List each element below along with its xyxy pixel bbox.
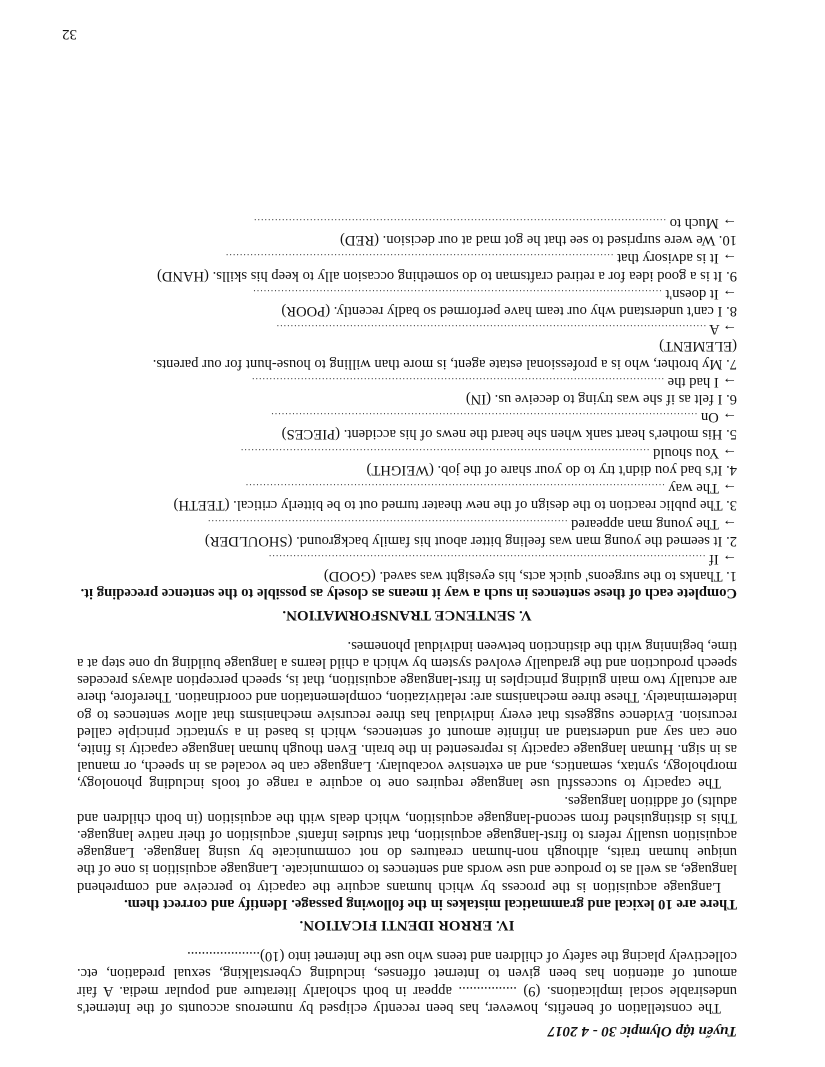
answer-line bbox=[77, 549, 737, 567]
answer-start: → It is advisory that bbox=[617, 250, 737, 267]
answer-line bbox=[77, 284, 737, 302]
answer-blank: ..................................................................................................................... bbox=[239, 445, 650, 457]
answer-blank: ...................................................................................................................... bbox=[251, 374, 665, 386]
answer-line bbox=[77, 478, 737, 496]
passage-paragraph-1: Language acquisition is the process by which humans acquire the capacity to perceive and comprehend language, as well as to produce and use words and sentences to communicate. Language acquisition is one of the unique human traits, although non-human creatures do not communicate by using language. Language acquisition usually refers to first-language acquisition, that studies infants' acquisition of their native language. This is distinguished from second-language acquisition, which deals with the acquisition (in both children and adults) of addition languages. bbox=[77, 792, 737, 895]
answer-line bbox=[77, 213, 737, 231]
answer-start: → If bbox=[709, 550, 737, 567]
intro-paragraph: The constellation of benefits, however, has been recently eclipsed by numerous accounts of the Internet's undesirable social implications. (9) ................ appear in both scholarly literature and popular media. A fair amount of attention has been given to Internet offenses, including cyberstalking, sexual predation, etc. collectively placing the safety of children and teens who use the Internet into (10).................... bbox=[77, 948, 737, 1016]
answer-line bbox=[77, 319, 737, 337]
passage-paragraph-2: The capacity to successful use language requires one to acquire a range of tools including phonology, morphology, syntax, semantics, and an extensive vocabulary. Language can be vocaled as in speech, or manual as in sign. Human language capacity is represented in the brain. Even though human language capacity is finite, one can say and understand an infinite amount of sentences, which is based in a syntactic principle called recursion. Evidence suggests that every individual has three recursive mechanisms that allow sentences to go indeterminately. These three mechanisms are: relativization, complementation and coordination. Therefore, there are actually two main guiding principles in first-language acquisition, that is, speech perception always precedes speech production and the gradually evolved system by which a child learns a language building up one step at a time, beginning with the distinction between individual phonemes. bbox=[77, 637, 737, 792]
item-sentence: 8. I can't understand why our team have performed so badly recently. (POOR) bbox=[281, 303, 737, 320]
answer-start: → The young man appeared bbox=[571, 515, 737, 532]
item-sentence: 7. My brother, who is a professional estate agent, is more than willing to house-hunt for our parents. (ELEMENT) bbox=[152, 338, 737, 372]
answer-start: → You should bbox=[653, 444, 737, 461]
answer-start: → The way bbox=[668, 480, 737, 497]
answer-start: → A bbox=[709, 321, 737, 338]
item-sentence: 1. Thanks to the surgeons' quick acts, his eyesight was saved. (GOOD) bbox=[323, 568, 737, 585]
answer-blank: .......................................................................................................................... bbox=[270, 410, 698, 422]
answer-blank: ...................................................................................................................... bbox=[253, 216, 667, 228]
item-sentence: 10. We were surprised to see that he got mad at our decision. (RED) bbox=[340, 232, 737, 249]
page-content bbox=[77, 213, 737, 1039]
list-item bbox=[77, 478, 737, 513]
answer-blank: ..................................................................................................................... bbox=[252, 286, 662, 298]
item-sentence: 9. It is a good idea for a retired craftsman to do something occasion ally to keep his skills. (HAND) bbox=[157, 267, 737, 284]
list-item bbox=[77, 549, 737, 584]
list-item bbox=[77, 248, 737, 283]
answer-start: → On bbox=[700, 409, 737, 426]
answer-blank: ........................................................................................................................... bbox=[275, 322, 707, 334]
answer-line bbox=[77, 407, 737, 425]
section-5-title: V. SENTENCE TRANSFORMATION. bbox=[282, 606, 532, 623]
list-item bbox=[77, 213, 737, 248]
list-item bbox=[77, 513, 737, 548]
item-sentence: 5. His mother's heart sank when she heard the news of his accident. (PIECES) bbox=[281, 426, 737, 443]
item-sentence: 2. It seemed the young man was feeling bitter about his family background. (SHOULDER) bbox=[204, 532, 737, 549]
section-5-instruction: Complete each of these sentences in such a way it means as closely as possible to the sentence preceding it. bbox=[80, 585, 737, 602]
answer-start: → Much to bbox=[669, 215, 737, 232]
answer-line bbox=[77, 443, 737, 461]
item-sentence: 6. I felt as if she was trying to deceive us. (IN) bbox=[465, 391, 737, 408]
answer-start: → It doesn't bbox=[665, 285, 737, 302]
answer-line bbox=[77, 372, 737, 390]
answer-line bbox=[77, 248, 737, 266]
answer-blank: ............................................................................................................... bbox=[224, 251, 614, 263]
answer-blank: ............................................................................................................................. bbox=[267, 551, 706, 563]
transformation-list bbox=[77, 213, 737, 584]
list-item bbox=[77, 372, 737, 407]
answer-blank: ........................................................................................................................ bbox=[244, 481, 665, 493]
item-sentence: 4. It's bad you didn't try to do your share of the job. (WEIGHT) bbox=[366, 461, 737, 478]
answer-start: → I had the bbox=[667, 373, 737, 390]
section-4-instruction: There are 10 lexical and grammatical mistakes in the following passage. Identify and correct them. bbox=[124, 895, 737, 912]
list-item bbox=[77, 284, 737, 319]
page-header: Tuyển tập Olympic 30 - 4 2017 bbox=[547, 1023, 737, 1039]
list-item bbox=[77, 319, 737, 372]
list-item bbox=[77, 407, 737, 442]
answer-line bbox=[77, 513, 737, 531]
answer-blank: ....................................................................................................... bbox=[206, 516, 568, 528]
page-number: 32 bbox=[62, 26, 77, 42]
section-4-title: IV. ERROR IDENTI FICATION. bbox=[299, 916, 515, 933]
list-item bbox=[77, 443, 737, 478]
item-sentence: 3. The public reaction to the design of the new theater turned out to be bitterly critical. (TEETH) bbox=[173, 497, 737, 514]
